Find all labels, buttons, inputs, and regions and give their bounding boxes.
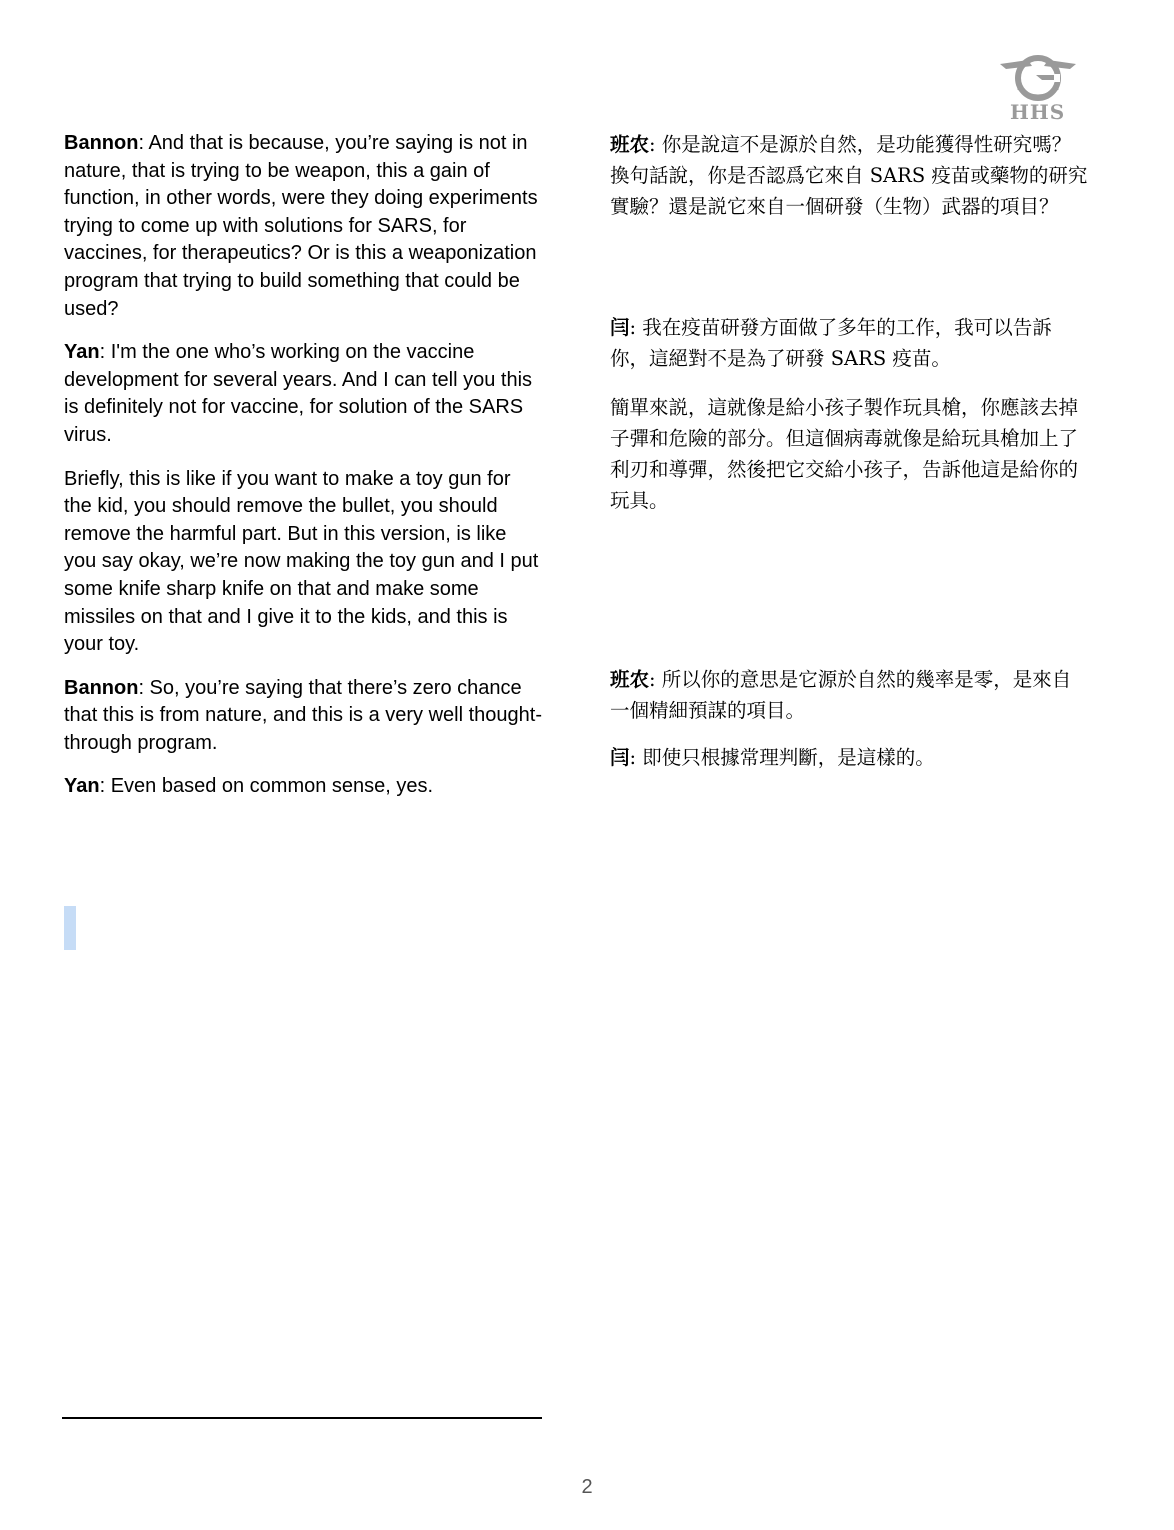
paragraph-text: : 所以你的意思是它源於自然的幾率是零，是來自一個精細預謀的項目。 bbox=[610, 668, 1072, 722]
paragraph-text: Briefly, this is like if you want to make a toy gun for the kid, you should remove the bullet, you should remove the harmful part. But in this version, is like you say okay, we’re now making the toy gun and I put some knife sharp knife on that and make some missiles on that and I give it to the kids, and this is your toy. bbox=[64, 467, 539, 656]
page-number: 2 bbox=[581, 1476, 593, 1498]
paragraph-text: : So, you’re saying that there’s zero chance that this is from nature, and this is a very well thought-through program. bbox=[64, 676, 542, 754]
english-paragraph-3 bbox=[64, 466, 542, 659]
chinese-paragraph-1 bbox=[610, 129, 1088, 222]
paragraph-text: : And that is because, you’re saying is not in nature, that is trying to be weapon, this a gain of function, in other words, were they doing experiments trying to come up with solutions for SARS, for vaccines, for therapeutics? Or is this a weaponization program that trying to build something that could be used? bbox=[64, 132, 538, 320]
chinese-paragraph-4 bbox=[610, 664, 1088, 726]
speaker-name: 闫 bbox=[610, 316, 630, 339]
chinese-paragraph-2 bbox=[610, 312, 1088, 374]
speaker-name: Bannon bbox=[64, 676, 139, 699]
speaker-name: 班农 bbox=[610, 668, 650, 691]
paragraph-text: : Even based on common sense, yes. bbox=[99, 775, 434, 798]
chinese-paragraph-3 bbox=[610, 392, 1088, 516]
speaker-name: Yan bbox=[64, 341, 100, 364]
paragraph-text: : 即使只根據常理判斷，是這樣的。 bbox=[629, 746, 935, 769]
english-paragraph-1 bbox=[64, 130, 542, 323]
highlight-marker bbox=[64, 906, 76, 950]
speaker-name: Yan bbox=[64, 775, 100, 798]
speaker-name: Bannon bbox=[64, 132, 139, 154]
chinese-paragraph-5 bbox=[610, 742, 1088, 773]
english-column bbox=[64, 130, 542, 801]
english-paragraph-4 bbox=[64, 675, 542, 758]
speaker-name: 班农 bbox=[610, 133, 650, 156]
speaker-name: 闫 bbox=[610, 746, 630, 769]
hhs-logo bbox=[998, 44, 1078, 124]
paragraph-text: : 我在疫苗研發方面做了多年的工作，我可以告訴你，這絕對不是為了研發 SARS 疫苗。 bbox=[610, 316, 1052, 370]
footnote-divider bbox=[62, 1417, 542, 1419]
hhs-logo-text: HHS bbox=[1010, 100, 1066, 124]
paragraph-text: 簡單來説，這就像是給小孩子製作玩具槍，你應該去掉子彈和危險的部分。但這個病毒就像是給玩具槍加上了利刃和導彈，然後把它交給小孩子，告訴他這是給你的玩具。 bbox=[610, 396, 1079, 512]
english-paragraph-2 bbox=[64, 339, 542, 449]
english-paragraph-5 bbox=[64, 773, 542, 801]
paragraph-text: : 你是說這不是源於自然，是功能獲得性研究嗎？換句話說，你是否認爲它來自 SARS 疫苗或藥物的研究實驗？還是説它來自一個研發（生物）武器的項目？ bbox=[610, 133, 1088, 218]
paragraph-text: : I'm the one who’s working on the vaccine development for several years. And I can tell you this is definitely not for vaccine, for solution of the SARS virus. bbox=[64, 341, 533, 446]
